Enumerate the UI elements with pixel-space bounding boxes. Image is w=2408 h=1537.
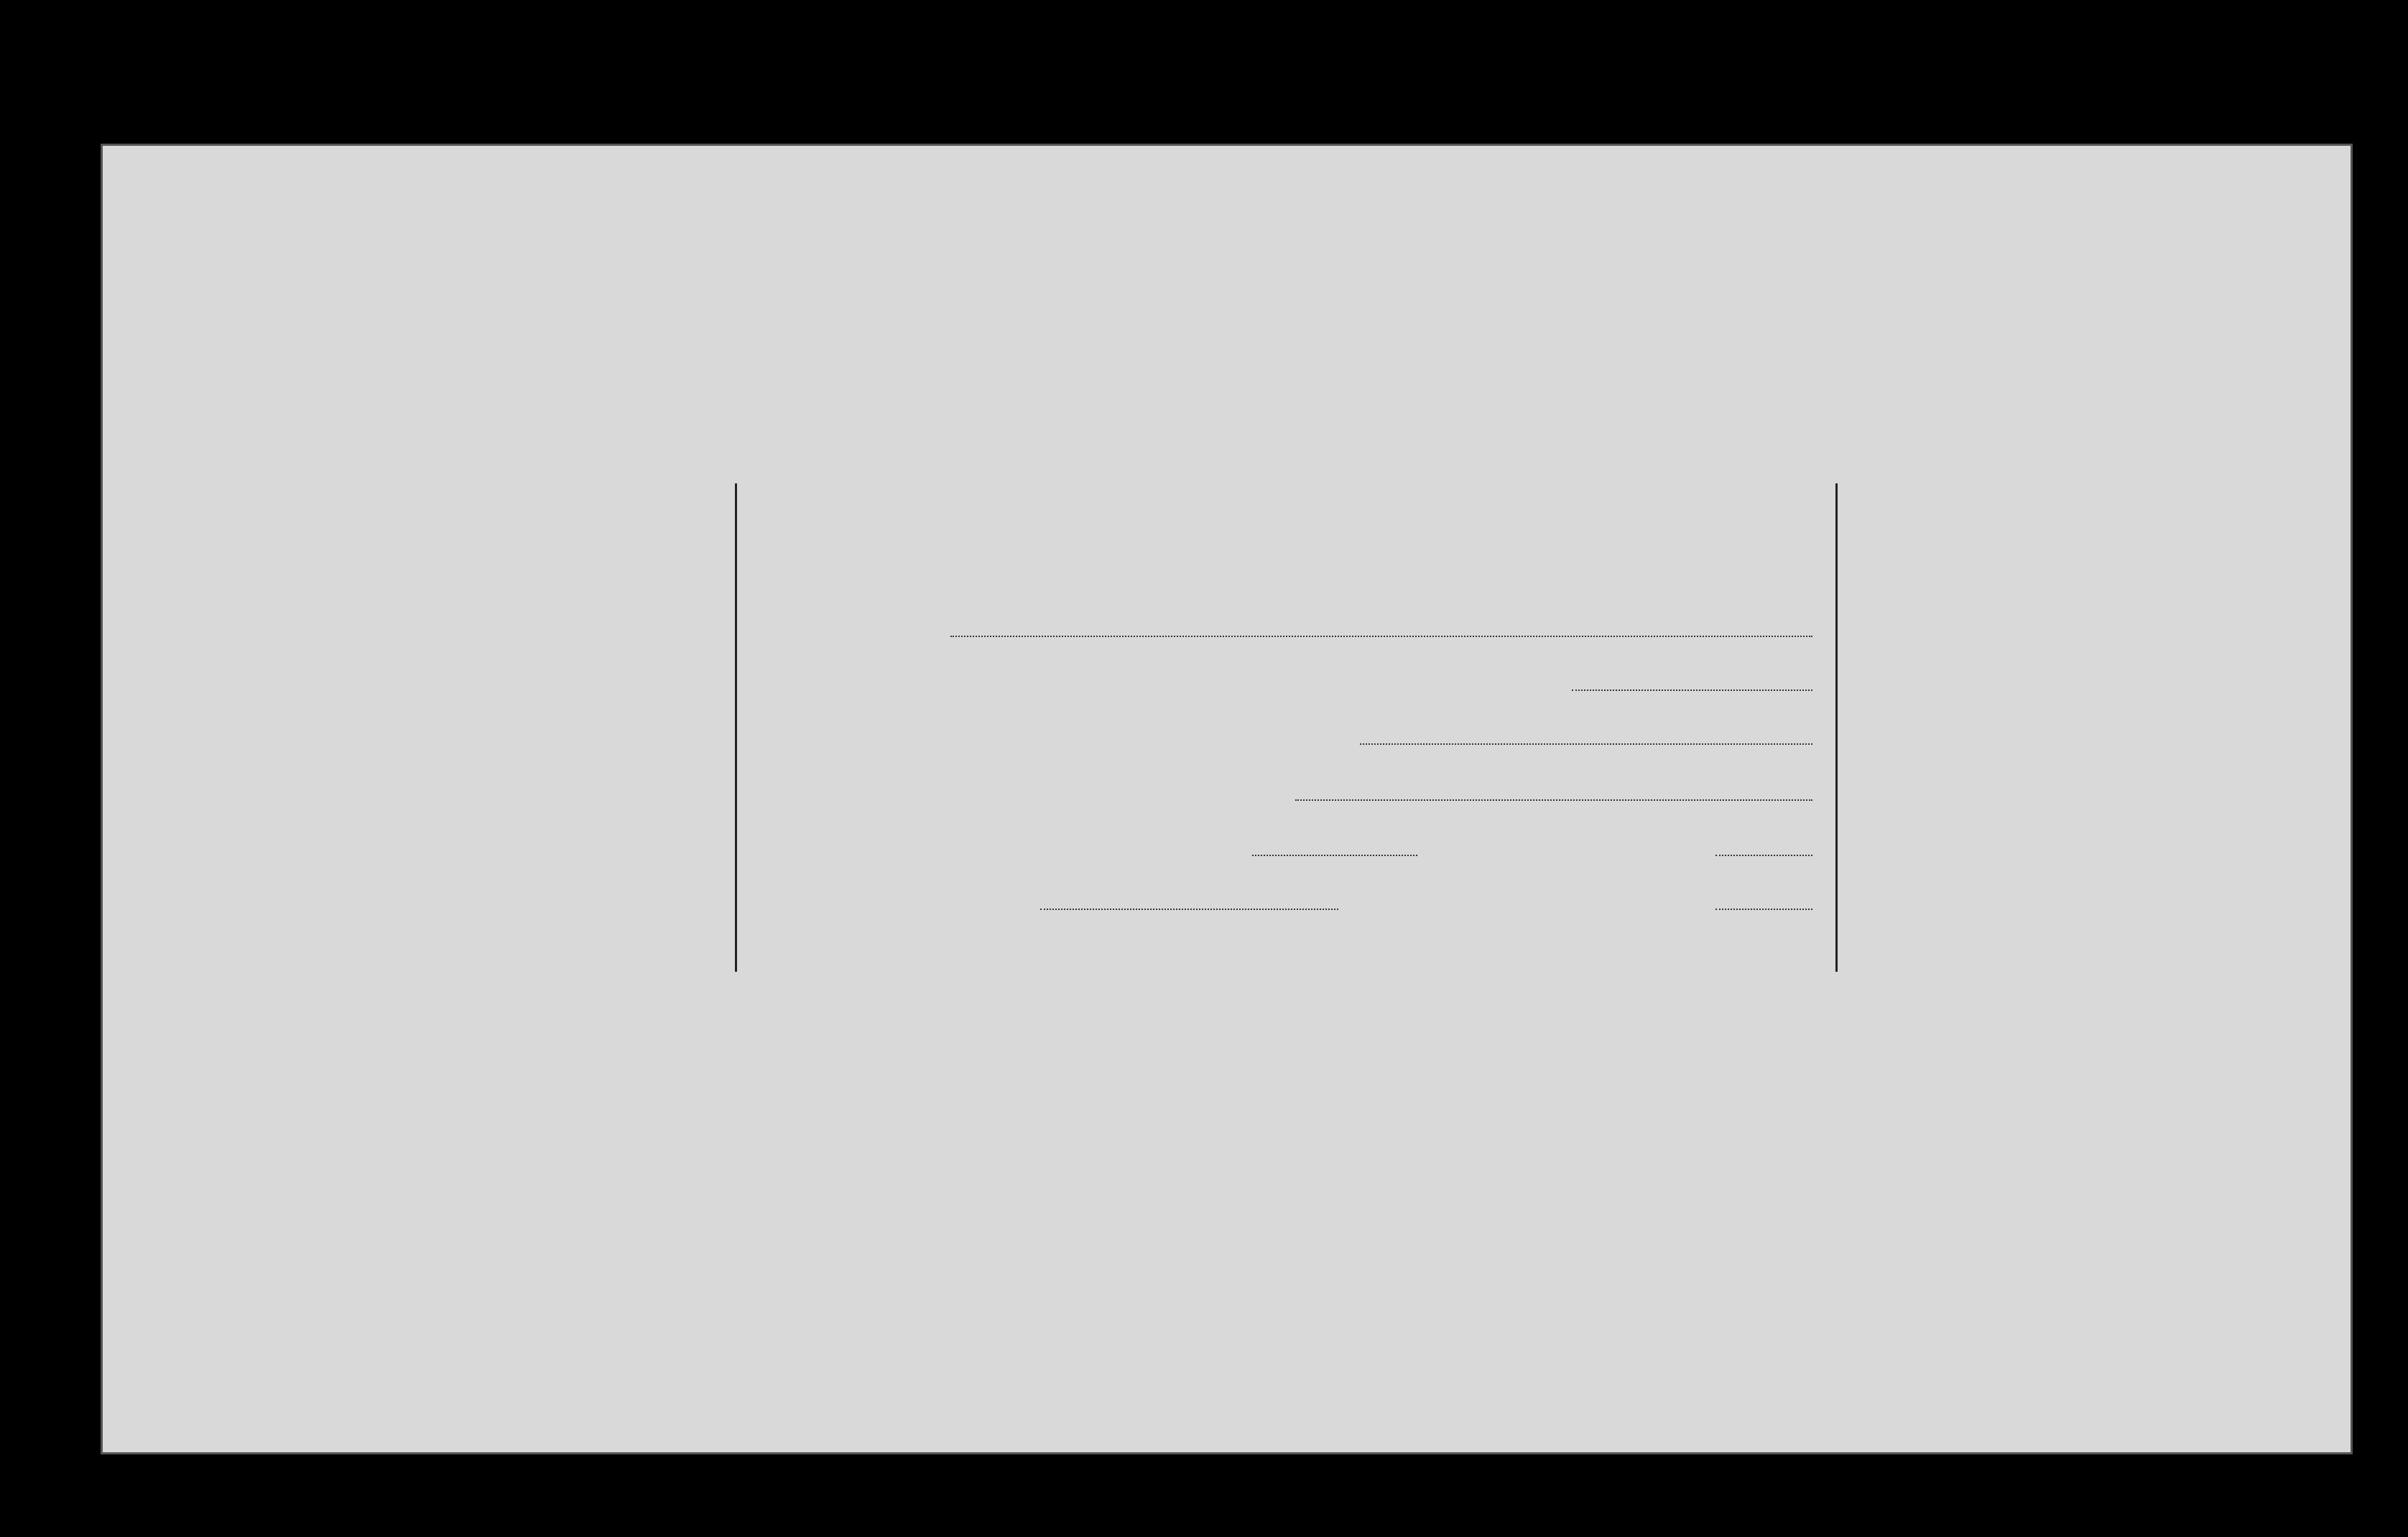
group-vnenadelnyh <box>121 1259 178 1378</box>
group-nadelnyh <box>128 1137 171 1252</box>
middle-section <box>103 483 2351 972</box>
census-form-sheet <box>101 144 2353 1454</box>
population-label <box>1856 526 1891 929</box>
top-table <box>103 146 2351 483</box>
hired-workers-label <box>358 491 386 921</box>
private-farms-box <box>735 483 1838 972</box>
bottom-table <box>103 972 2351 1452</box>
